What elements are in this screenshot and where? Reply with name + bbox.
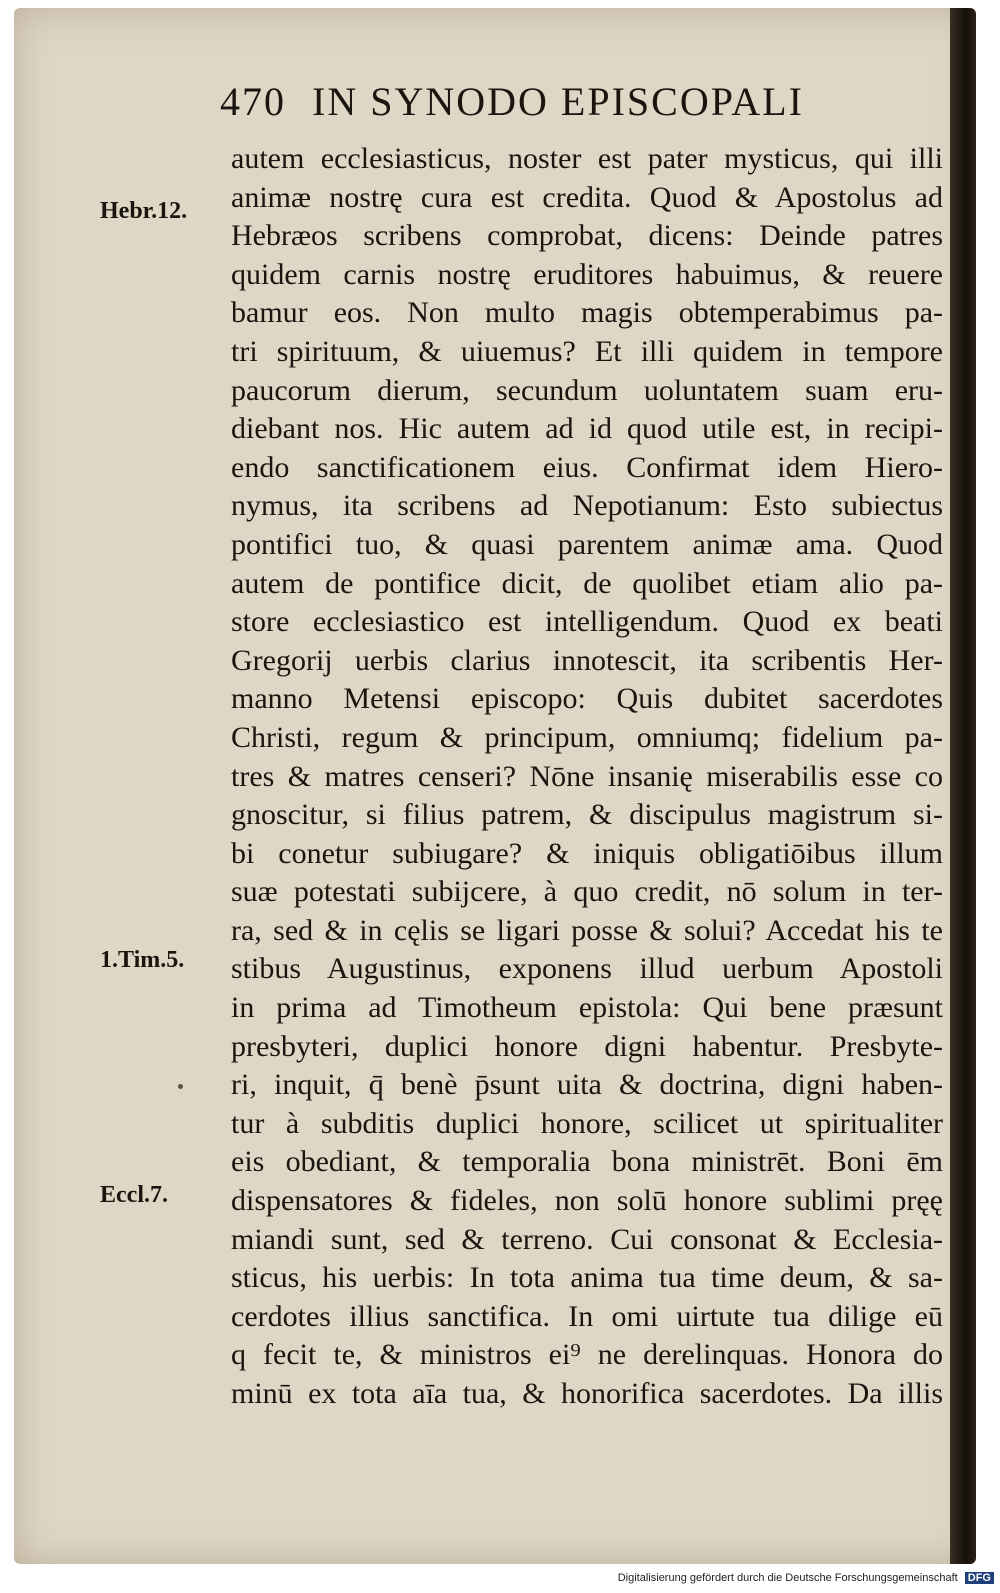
text-line: quidem carnis nostrę eruditores habuimus, & reuere — [231, 257, 943, 291]
text-line: animæ nostrę cura est credita. Quod & Apostolus ad — [231, 180, 943, 214]
book-spine — [950, 8, 976, 1564]
text-line: stibus Augustinus, exponens illud uerbum Apostoli — [231, 952, 943, 986]
text-line: tri spirituum, & uiuemus? Et illi quidem in tempore — [231, 334, 943, 368]
ink-speck — [178, 1084, 183, 1089]
body-text — [231, 140, 943, 1414]
text-line: ri, inquit, q̄ benè p̄sunt uita & doctrina, digni haben- — [231, 1068, 943, 1102]
text-line: tres & matres censeri? Nōne insanię miserabilis esse co — [231, 759, 943, 793]
text-line: pontifici tuo, & quasi parentem animæ ama. Quod — [231, 527, 943, 561]
text-line: manno Metensi episcopo: Quis dubitet sacerdotes — [231, 682, 943, 716]
text-line: presbyteri, duplici honore digni habentur. Presbyte- — [231, 1029, 943, 1063]
margin-note: Hebr.12. — [100, 198, 188, 224]
text-line: in prima ad Timotheum epistola: Qui bene præsunt — [231, 991, 943, 1025]
text-line: suæ potestati subijcere, à quo credit, nō solum in ter- — [231, 875, 943, 909]
text-line: tur à subditis duplici honore, scilicet ut spiritualiter — [231, 1106, 943, 1140]
text-line: Gregorij uerbis clarius innotescit, ita scribentis Her- — [231, 643, 943, 677]
text-line: miandi sunt, sed & terreno. Cui consonat & Ecclesia- — [231, 1222, 943, 1256]
page-number: 470 — [220, 79, 286, 124]
text-line: eis obediant, & temporalia bona ministrēt. Boni ēm — [231, 1145, 943, 1179]
text-line: gnoscitur, si filius patrem, & discipulus magistrum si- — [231, 798, 943, 832]
text-line: diebant nos. Hic autem ad id quod utile est, in recipi- — [231, 412, 943, 446]
text-line: cerdotes illius sanctifica. In omi uirtute tua dilige eū — [231, 1299, 943, 1333]
text-line: autem ecclesiasticus, noster est pater mysticus, qui illi — [231, 142, 943, 175]
text-line: minū ex tota aīa tua, & honorifica sacerdotes. Da illis — [231, 1377, 943, 1410]
text-line: autem de pontifice dicit, de quolibet etiam alio pa- — [231, 566, 943, 600]
text-line: bamur eos. Non multo magis obtemperabimus pa- — [231, 296, 943, 330]
margin-note: 1.Tim.5. — [100, 947, 185, 973]
text-line: ra, sed & in cęlis se ligari posse & solui? Accedat his te — [231, 913, 943, 947]
margin-note: Eccl.7. — [100, 1182, 168, 1208]
text-line: sticus, his uerbis: In tota anima tua time deum, & sa- — [231, 1261, 943, 1295]
text-line: nymus, ita scribens ad Nepotianum: Esto subiectus — [231, 489, 943, 523]
text-line: bi conetur subiugare? & iniquis obligatiōibus illum — [231, 836, 943, 870]
text-line: q fecit te, & ministros ei⁹ ne derelinquas. Honora do — [231, 1338, 943, 1372]
digitization-credit — [618, 1572, 994, 1584]
text-line: store ecclesiastico est intelligendum. Quod ex beati — [231, 605, 943, 639]
text-line: Hebræos scribens comprobat, dicens: Deinde patres — [231, 219, 943, 253]
running-title: IN SYNODO EPISCOPALI — [312, 79, 804, 124]
text-line: dispensatores & fideles, non solū honore sublimi pręę — [231, 1184, 943, 1218]
text-line: paucorum dierum, secundum uoluntatem suam eru- — [231, 373, 943, 407]
text-line: Christi, regum & principum, omniumq; fidelium pa- — [231, 720, 943, 754]
page-header — [220, 78, 940, 125]
credit-text: Digitalisierung gefördert durch die Deutsche Forschungsgemeinschaft — [617, 1572, 958, 1584]
dfg-logo: DFG — [965, 1572, 994, 1584]
text-line: endo sanctificationem eius. Confirmat idem Hiero- — [231, 450, 943, 484]
